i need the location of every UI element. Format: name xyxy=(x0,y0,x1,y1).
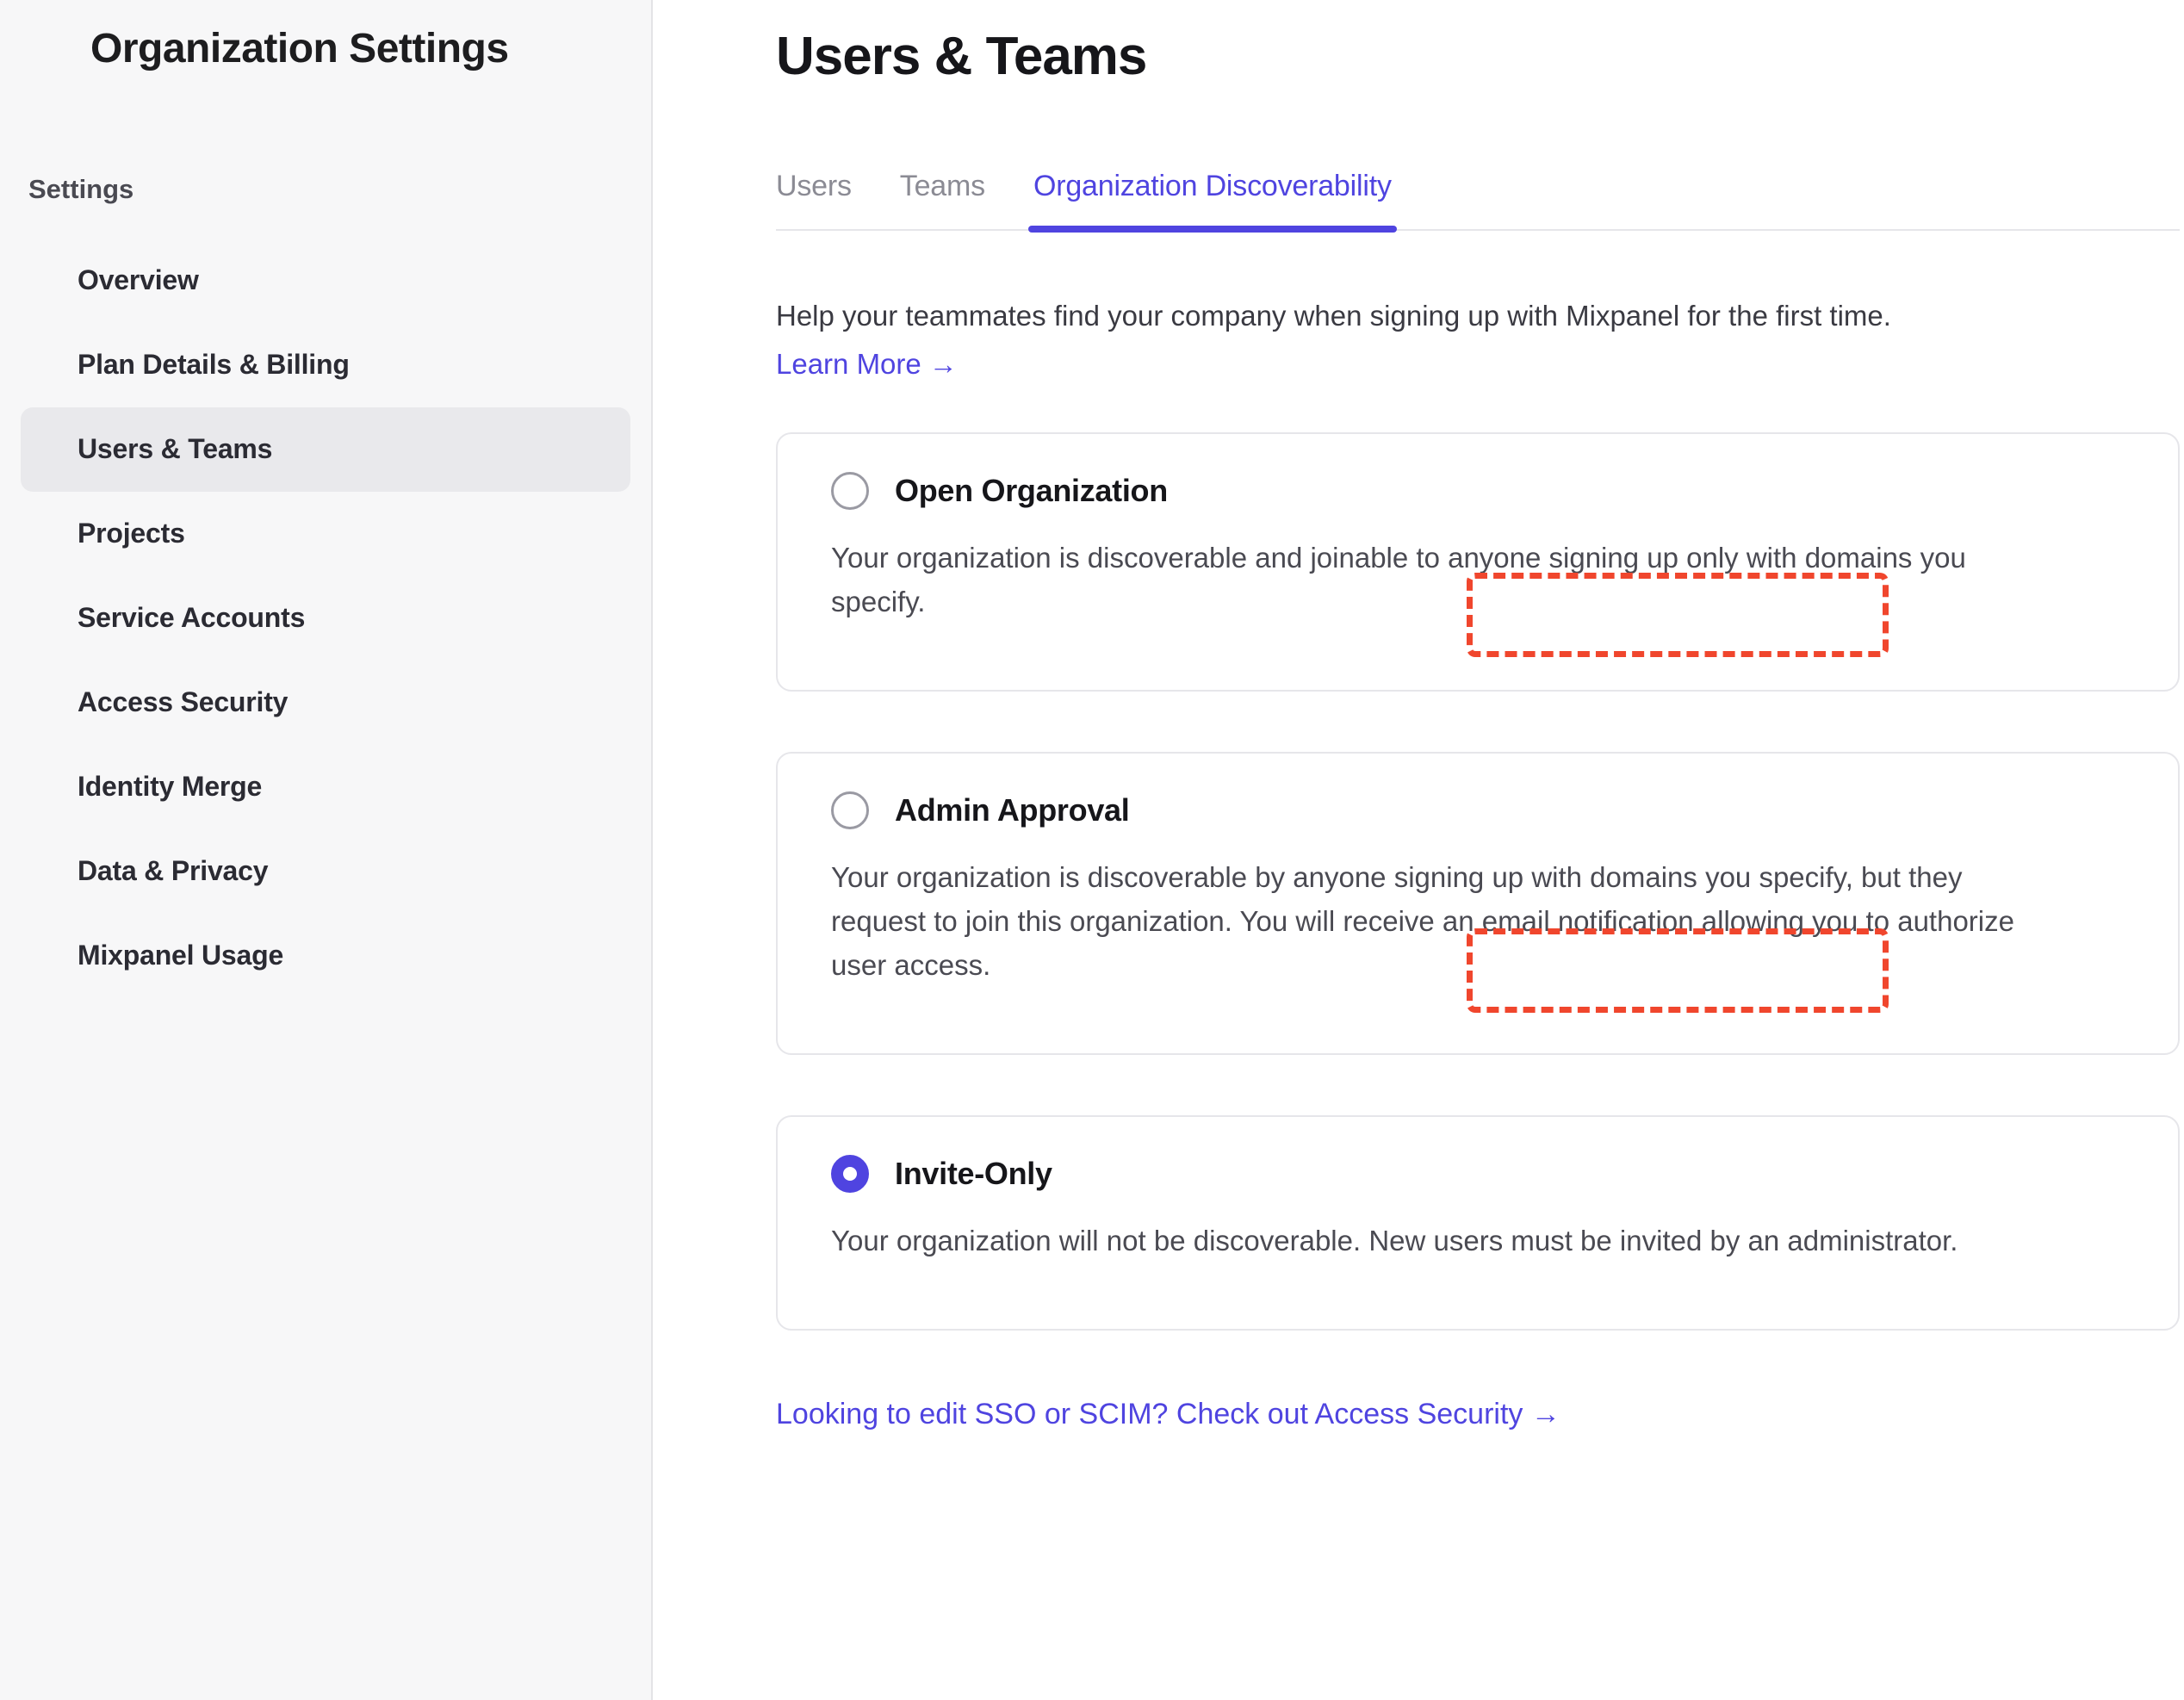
sidebar-item-label: Projects xyxy=(78,518,185,549)
tab-bar xyxy=(776,170,2180,231)
sidebar-item-data-privacy[interactable] xyxy=(21,829,630,914)
sidebar-item-mixpanel-usage[interactable] xyxy=(21,914,630,998)
sidebar-item-projects[interactable] xyxy=(21,492,630,576)
option-header-invite-only[interactable] xyxy=(831,1155,1052,1193)
access-security-link[interactable]: Looking to edit SSO or SCIM? Check out Access Security → xyxy=(776,1398,1560,1431)
sidebar-section-label: Settings xyxy=(28,173,134,204)
tab-organization-discoverability[interactable] xyxy=(1009,170,1416,229)
option-description-admin-approval: Your organization is discoverable by anyone signing up with domains you specify, but they request to join this organization. You will receive an email notification allowing you to authorize user access. xyxy=(831,860,2014,982)
sidebar xyxy=(0,0,653,1700)
sidebar-item-label: Mixpanel Usage xyxy=(78,940,284,971)
sidebar-item-label: Identity Merge xyxy=(78,771,263,803)
radio-open-organization[interactable] xyxy=(831,472,869,510)
option-description-invite-only: Your organization will not be discoverable. New users must be invited by an administrator. xyxy=(831,1225,1958,1257)
sidebar-item-service-accounts[interactable] xyxy=(21,576,630,661)
option-header-admin-approval[interactable] xyxy=(831,791,1129,829)
sidebar-title: Organization Settings xyxy=(90,26,509,71)
sidebar-nav xyxy=(0,239,651,998)
tab-teams[interactable] xyxy=(876,170,1009,229)
sidebar-item-label: Users & Teams xyxy=(78,433,273,465)
spacer xyxy=(653,692,2184,752)
tab-label: Organization Discoverability xyxy=(1033,170,1392,202)
option-card-invite-only[interactable] xyxy=(776,1115,2180,1331)
tab-label: Teams xyxy=(899,170,985,202)
sidebar-item-users-teams[interactable] xyxy=(21,407,630,492)
option-header-open-organization[interactable] xyxy=(831,472,1168,510)
sidebar-item-overview[interactable] xyxy=(21,239,630,323)
sidebar-item-label: Overview xyxy=(78,264,199,296)
sidebar-item-identity-merge[interactable] xyxy=(21,745,630,829)
sidebar-item-access-security[interactable] xyxy=(21,661,630,745)
learn-more-link[interactable]: Learn More → xyxy=(776,347,958,380)
tab-users[interactable] xyxy=(776,170,876,229)
page-title: Users & Teams xyxy=(776,27,1147,86)
option-label-open-organization: Open Organization xyxy=(895,472,1168,508)
tab-label: Users xyxy=(776,170,852,202)
option-card-admin-approval[interactable] xyxy=(776,752,2180,1055)
sidebar-item-label: Access Security xyxy=(78,686,289,718)
radio-admin-approval[interactable] xyxy=(831,791,869,829)
sidebar-item-plan-details-billing[interactable] xyxy=(21,323,630,407)
sidebar-item-label: Service Accounts xyxy=(78,602,306,634)
spacer xyxy=(653,1055,2184,1115)
option-label-admin-approval: Admin Approval xyxy=(895,791,1130,828)
sidebar-item-label: Data & Privacy xyxy=(78,855,269,887)
radio-invite-only[interactable] xyxy=(831,1155,869,1193)
option-card-open-organization[interactable] xyxy=(776,432,2180,692)
intro-text: Help your teammates find your company when signing up with Mixpanel for the first time. xyxy=(776,300,1891,332)
option-label-invite-only: Invite-Only xyxy=(895,1156,1052,1192)
main-content xyxy=(653,0,2184,1700)
option-description-open-organization: Your organization is discoverable and joinable to anyone signing up only with domains you specify. xyxy=(831,541,1966,617)
sidebar-item-label: Plan Details & Billing xyxy=(78,349,350,381)
